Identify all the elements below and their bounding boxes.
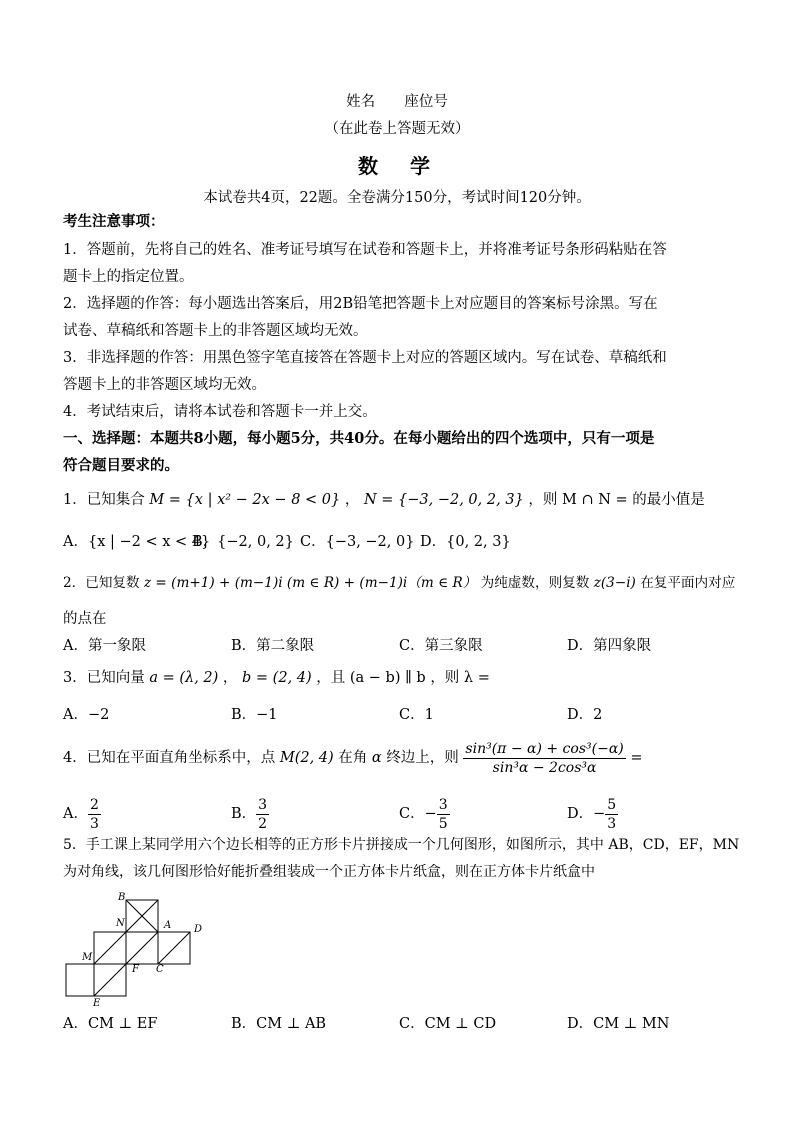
- cube-net-figure: [60, 888, 220, 1008]
- q2-option-b: B．第二象限: [231, 638, 315, 654]
- q4-option-b-label: B．: [231, 806, 257, 822]
- q5-option-c: C．CM ⊥ CD: [399, 1016, 497, 1032]
- q4-option-d-num: 5: [607, 796, 617, 813]
- q4-option-a-den: 3: [89, 815, 99, 832]
- q4-suffix: 终边上，则: [386, 750, 459, 766]
- q4-alpha: α: [371, 750, 382, 766]
- q1-set-n: N = {−3, −2, 0, 2, 3}: [363, 492, 524, 508]
- question-5: 5．手工课上某同学用六个边长相等的正方形卡片拼接成一个几何图形，如图所示，其中 AB，CD，EF，MN: [63, 837, 740, 853]
- question-4: [63, 738, 643, 778]
- question-5-cont: 为对角线，该几何图形恰好能折叠组装成一个正方体卡片纸盒，则在正方体卡片纸盒中: [63, 864, 595, 880]
- notice-line: 答题卡上的非答题区域均无效。: [63, 377, 266, 393]
- label-e: E: [93, 998, 101, 1008]
- q1-option-d: D．{0, 2, 3}: [420, 534, 511, 550]
- question-3: 3．已知向量 a = (λ, 2) ， b = (2, 4) ，且 (a − b) ∥ b ，则 λ =: [63, 670, 490, 686]
- diagonal-line: [94, 964, 126, 996]
- q1-mid: ，: [344, 492, 360, 508]
- q4-option-c-num: 3: [438, 796, 448, 813]
- name-label: 姓名: [346, 94, 376, 110]
- q3-option-a: A．−2: [63, 707, 110, 723]
- q3-prefix: 3．已知向量: [63, 670, 145, 686]
- q4-option-d: [567, 794, 618, 834]
- q3-vector-a: a = (λ, 2): [149, 670, 219, 686]
- page-title: 数 学: [358, 154, 436, 178]
- q4-mid: 在角: [338, 750, 368, 766]
- diagonal-line: [158, 932, 190, 964]
- q4-option-a: [63, 794, 101, 834]
- q2-end: 在复平面内对应: [640, 575, 736, 591]
- section-heading-cont: 符合题目要求的。: [63, 457, 179, 474]
- notice-title: 考生注意事项：: [63, 213, 165, 230]
- notice-line: 题卡上的指定位置。: [63, 269, 194, 285]
- q4-fraction: [463, 740, 625, 777]
- exam-intro: 本试卷共4页，22题。全卷满分150分，考试时间120分钟。: [203, 190, 591, 206]
- q4-denominator: sin³α − 2cos³α: [492, 759, 597, 776]
- q3-option-b: B．−1: [231, 707, 278, 723]
- question-1: [63, 490, 705, 510]
- q2-prefix: 2．已知复数: [63, 575, 140, 591]
- q4-option-c-sign: −: [424, 806, 437, 822]
- question-2: [63, 573, 735, 593]
- label-f: F: [132, 964, 139, 975]
- section-heading: 一、选择题：本题共8小题，每小题5分，共40分。在每小题给出的四个选项中，只有一项是: [63, 430, 655, 447]
- q2-expr: z = (m+1) + (m−1)i (m ∈ R) + (m−1)i（m ∈ R）: [143, 575, 477, 591]
- q4-option-a-fraction: [88, 796, 101, 833]
- q5-option-d: D．CM ⊥ MN: [567, 1016, 670, 1032]
- label-a: A: [164, 920, 172, 931]
- q4-option-a-label: A．: [63, 806, 88, 822]
- q1-option-a: A．{x | −2 < x < 4}: [63, 534, 211, 550]
- q5-option-a: A．CM ⊥ EF: [63, 1016, 158, 1032]
- label-d: D: [194, 924, 203, 935]
- q1-set-m: M = {x | x² − 2x − 8 < 0}: [149, 492, 341, 508]
- notice-line: 3．非选择题的作答：用黑色签字笔直接答在答题卡上对应的答题区域内。写在试卷、草稿纸和: [63, 350, 667, 366]
- diagonal-line: [126, 932, 158, 964]
- q3-suffix: ，则 λ =: [430, 670, 490, 686]
- q3-vector-b: b = (2, 4): [242, 670, 312, 686]
- notice-line: 1．答题前，先将自己的姓名、准考证号填写在试卷和答题卡上，并将准考证号条形码粘贴在答: [63, 242, 667, 258]
- name-seat-line: [0, 90, 794, 111]
- q4-prefix: 4．已知在平面直角坐标系中，点: [63, 750, 276, 766]
- label-c: C: [156, 964, 164, 975]
- q4-numerator: sin³(π − α) + cos³(−α): [465, 740, 624, 757]
- q3-option-c: C．1: [399, 707, 434, 723]
- q4-option-c-label: C．: [399, 806, 425, 822]
- q4-option-c-den: 5: [438, 815, 448, 832]
- label-b: B: [118, 892, 126, 903]
- q2-suffix: 为纯虚数，则复数: [480, 575, 590, 591]
- q4-option-d-sign: −: [593, 806, 606, 822]
- q2-option-d: D．第四象限: [567, 638, 652, 654]
- notice-line: 4．考试结束后，请将本试卷和答题卡一并上交。: [63, 404, 377, 420]
- invalid-note: （在此卷上答题无效）: [324, 121, 470, 137]
- q4-point: M(2, 4): [279, 750, 334, 766]
- q3-condition: ，且 (a − b) ∥ b: [316, 670, 426, 686]
- q2-option-c: C．第三象限: [399, 638, 483, 654]
- q2-option-a: A．第一象限: [63, 638, 146, 654]
- q4-option-d-label: D．: [567, 806, 594, 822]
- q3-option-d: D．2: [567, 707, 603, 723]
- q4-option-b-fraction: [256, 796, 269, 833]
- q4-option-a-num: 2: [89, 796, 99, 813]
- q1-suffix: ，则 M ∩ N = 的最小值是: [528, 492, 705, 508]
- notice-line: 2．选择题的作答：每小题选出答案后，用2B铅笔把答题卡上对应题目的答案标号涂黑。写在: [63, 296, 658, 312]
- q4-option-c-fraction: [437, 796, 450, 833]
- question-2-cont: 的点在: [63, 611, 107, 627]
- q1-option-b: B．{−2, 0, 2}: [192, 534, 294, 550]
- label-m: M: [82, 952, 93, 963]
- q4-option-b-num: 3: [258, 796, 268, 813]
- q4-option-b-den: 2: [258, 815, 268, 832]
- q4-option-c: [399, 794, 450, 834]
- q1-option-c: C．{−3, −2, 0}: [300, 534, 415, 550]
- q4-option-b: [231, 794, 269, 834]
- q4-equals: =: [630, 750, 643, 766]
- label-n: N: [116, 918, 125, 929]
- q2-expr2: z(3−i): [593, 575, 636, 591]
- q4-option-d-fraction: [605, 796, 618, 833]
- q4-option-d-den: 3: [607, 815, 617, 832]
- diagonal-line: [94, 932, 126, 964]
- q5-option-b: B．CM ⊥ AB: [231, 1016, 327, 1032]
- notice-line: 试卷、草稿纸和答题卡上的非答题区域均无效。: [63, 323, 368, 339]
- net-square: [66, 964, 94, 996]
- seat-label: 座位号: [404, 94, 448, 110]
- q1-prefix: 1．已知集合: [63, 492, 145, 508]
